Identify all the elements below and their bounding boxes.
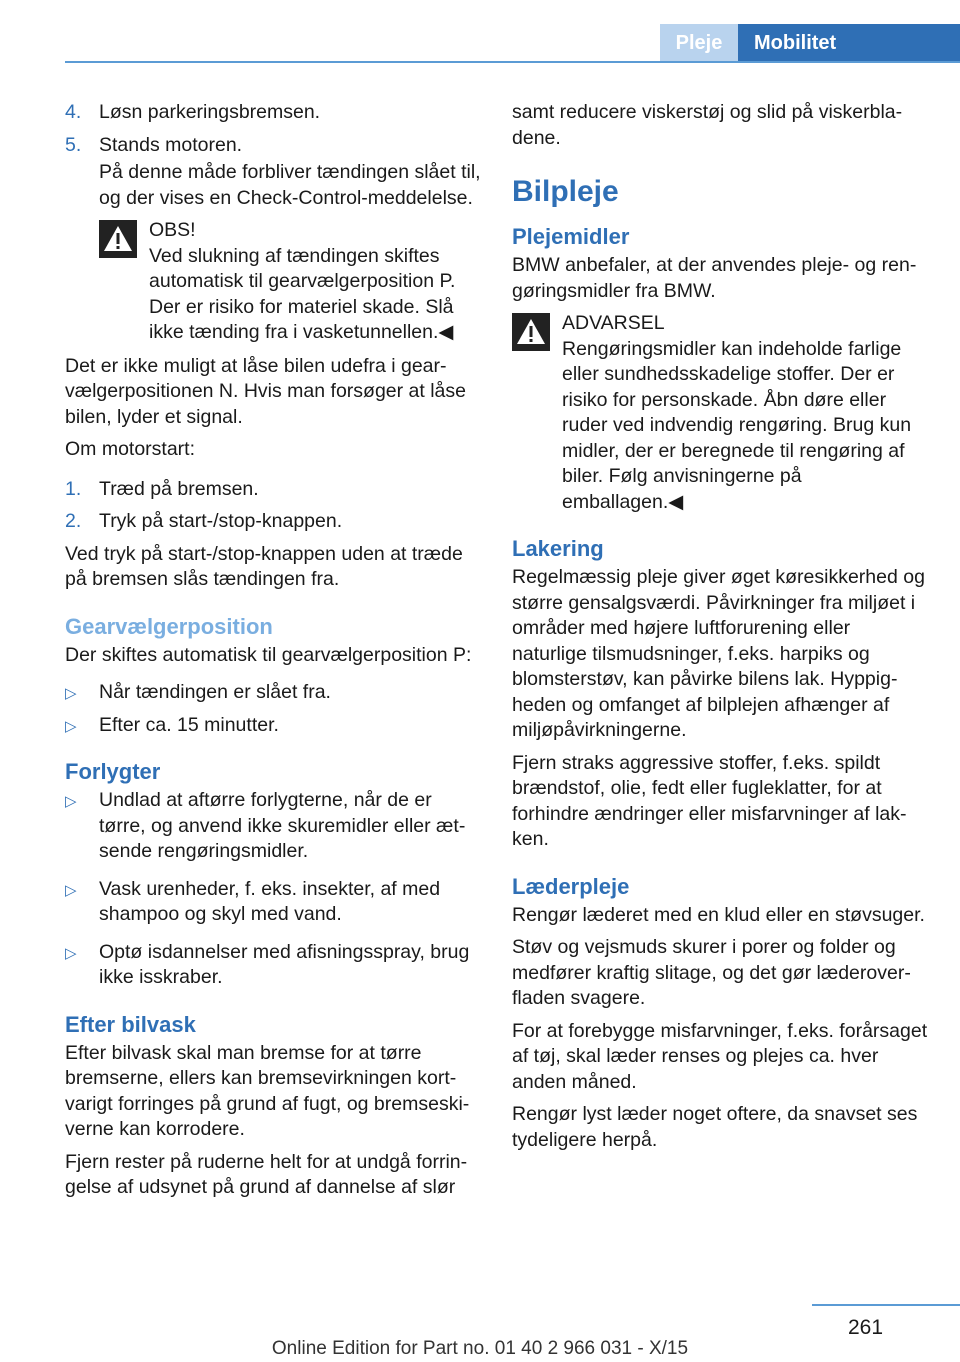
- paragraph: Regelmæssig pleje giver øget køresikkerhed og større gensalgsværdi. Påvirkninger fra miljøet i områder med højere luftforurening eller naturlige tilsmudsninger, f.eks. harpiks og blomsterstøv, kan påvirke bilens lak. Hyppigheden og omfanget af bilplejen afhænger af miljøpåvirkningerne.: [512, 566, 925, 741]
- paragraph: Rengør lyst læder noget oftere, da snavset ses tydeligere herpå.: [512, 1103, 918, 1151]
- triangle-bullet-icon: ▷: [65, 944, 77, 962]
- step-number: 1.: [65, 477, 82, 500]
- list-item: [65, 680, 481, 706]
- paragraph: Rengør læderet med en klud eller en støvsuger.: [512, 903, 925, 926]
- list-item-text: Undlad at aftørre forlygterne, når de er tørre, og anvend ikke skuremidler eller ætsende rengøringsmidler.: [99, 789, 466, 862]
- paragraph: Fjern straks aggressive stoffer, f.eks. spildt brændstof, olie, fedt eller fugleklatter, for at forhindre ændringer eller misfarvninger af lakken.: [512, 751, 907, 850]
- list-item: [65, 713, 481, 739]
- paragraph: Fjern rester på ruderne helt for at undgå forringelse af udsynet på grund af dannelse af slør: [65, 1150, 468, 1198]
- paragraph: BMW anbefaler, at der anvendes pleje- og rengøringsmidler fra BMW.: [512, 254, 917, 302]
- heading-laederpleje: Læderpleje: [512, 873, 630, 899]
- paragraph: Om motorstart:: [65, 438, 196, 460]
- heading-gearvaelgerposition: Gearvælgerposition: [65, 613, 273, 639]
- list-item: [65, 100, 481, 126]
- list-item: [65, 133, 481, 159]
- list-item-text: Optø isdannelser med afisningsspray, brug ikke isskraber.: [99, 940, 470, 988]
- list-item-text: Løsn parkeringsbremsen.: [99, 101, 321, 123]
- paragraph: Efter bilvask skal man bremse for at tørre bremserne, ellers kan bremsevirkningen kortvarigt forringes på grund af fugt, og bremseskiverne kan korrodere.: [65, 1041, 470, 1140]
- list-item: [65, 509, 481, 535]
- triangle-bullet-icon: ▷: [65, 717, 77, 735]
- notice-title: OBS!: [149, 219, 196, 241]
- triangle-bullet-icon: ▷: [65, 881, 77, 899]
- list-item-text: Tryk på start-/stop-knappen.: [99, 510, 343, 532]
- page-header: [0, 0, 960, 62]
- right-column: [512, 100, 928, 1160]
- notice-text: Ved slukning af tændingen skiftes automatisk til gearvælgerposition P. Der er risiko for materiel skade. Slå ikke tænding fra i vasketunnellen.◀: [149, 244, 456, 343]
- paragraph: Ved tryk på start-/stop-knappen uden at træde på bremsen slås tændingen fra.: [65, 542, 463, 590]
- paragraph: Der skiftes automatisk til gearvælgerposition P:: [65, 643, 472, 666]
- paragraph: samt reducere viskerstøj og slid på viskerbladene.: [512, 101, 903, 149]
- step-number: 2.: [65, 510, 82, 532]
- header-rule: [65, 61, 960, 63]
- list-item-text: Når tændingen er slået fra.: [99, 681, 331, 703]
- paragraph: Støv og vejsmuds skurer i porer og folder og medfører kraftig slitage, og det gør læderoverfladen svagere.: [512, 936, 911, 1009]
- list-item-text: Vask urenheder, f. eks. insekter, af med shampoo og skyl med vand.: [99, 877, 441, 925]
- heading-plejemidler: Plejemidler: [512, 224, 630, 249]
- list-item-text: Efter ca. 15 minutter.: [99, 713, 279, 736]
- step-number: 4.: [65, 101, 82, 123]
- list-item-text: Træd på bremsen.: [99, 477, 259, 500]
- footer-rule: [812, 1304, 960, 1306]
- left-column: [65, 100, 481, 1208]
- heading-forlygter: Forlygter: [65, 759, 161, 784]
- notice-obs: [99, 218, 481, 346]
- edition-footer: Online Edition for Part no. 01 40 2 966 031 - X/15: [271, 1338, 689, 1359]
- list-item: [65, 877, 481, 928]
- notice-text: Rengøringsmidler kan indeholde farlige eller sundhedsskadelige stoffer. Der er risiko for personskade. Åbn døre eller ruder ved indvendig rengøring. Brug kun midler, der er beregnede til rengøring af biler. Følg anvisningerne på emballagen.◀: [562, 337, 912, 513]
- tab-mobilitet[interactable]: Mobilitet: [738, 24, 960, 62]
- notice-title: ADVARSEL: [562, 312, 665, 334]
- paragraph: For at forebygge misfarvninger, f.eks. forårsaget af tøj, skal læder renses og plejes ca. hver anden måned.: [512, 1019, 928, 1093]
- heading-efter-bilvask: Efter bilvask: [65, 1011, 196, 1037]
- heading-bilpleje: Bilpleje: [512, 175, 619, 208]
- notice-advarsel: [512, 311, 928, 515]
- warning-triangle-icon: [512, 313, 550, 351]
- list-item-subtext: På denne måde forbliver tændingen slået til, og der vises en Check-Control-meddelelse.: [99, 161, 481, 209]
- list-item: [65, 940, 481, 991]
- list-item-text: Stands motoren.: [99, 133, 243, 156]
- tab-pleje[interactable]: Pleje: [660, 24, 738, 62]
- step-number: 5.: [65, 133, 82, 156]
- triangle-bullet-icon: ▷: [65, 685, 77, 702]
- list-item: [65, 788, 481, 865]
- paragraph: Det er ikke muligt at låse bilen udefra i gearvælgerpositionen N. Hvis man forsøger at låse bilen, lyder et signal.: [65, 354, 466, 428]
- warning-triangle-icon: [99, 220, 137, 258]
- triangle-bullet-icon: ▷: [65, 793, 77, 810]
- page-number: 261: [848, 1316, 884, 1339]
- heading-lakering: Lakering: [512, 536, 604, 561]
- list-item: [65, 477, 481, 503]
